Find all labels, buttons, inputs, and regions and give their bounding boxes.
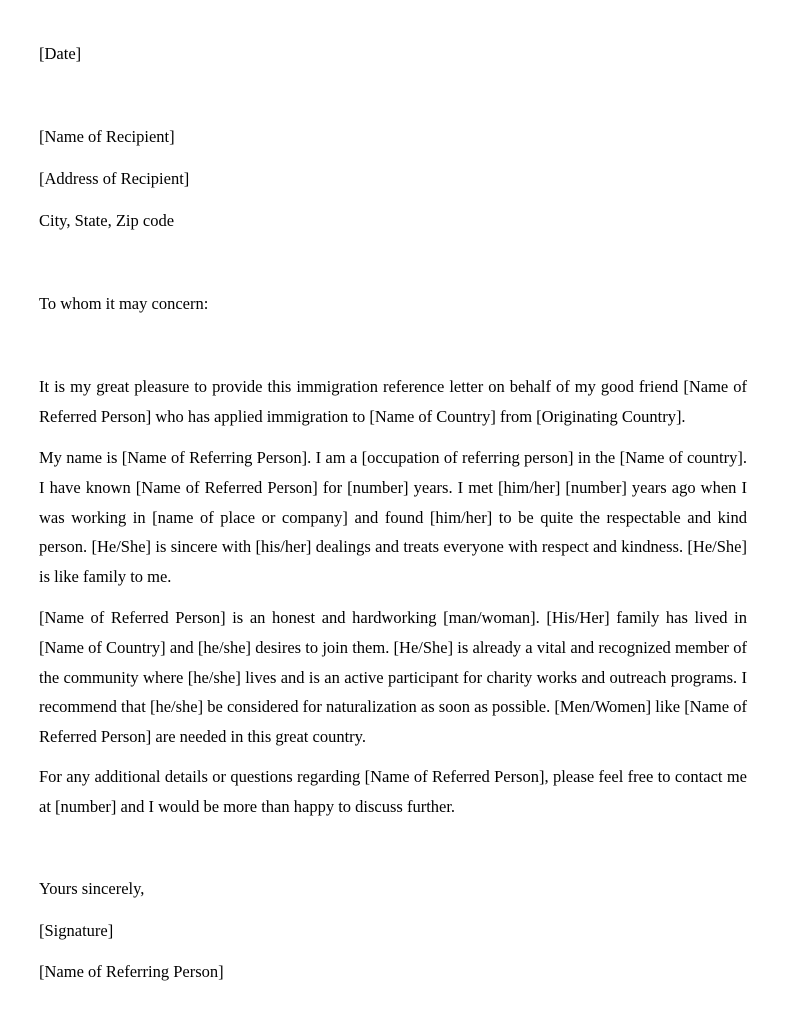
- recipient-address: [Address of Recipient]: [39, 169, 190, 188]
- date-line: [Date]: [39, 44, 82, 63]
- body-paragraph-4: For any additional details or questions regarding [Name of Referred Person], please feel free to contact me at [number] and I would be more than happy to discuss further.: [39, 767, 747, 816]
- body-paragraph-3: [Name of Referred Person] is an honest and hardworking [man/woman]. [His/Her] family has lived in [Name of Country] and [he/she] desires to join them. [He/She] is already a vital and recognized member of the community where [he/she] lives and is an active participant for charity works and outreach programs. I recommend that [he/she] be considered for naturalization as soon as possible. [Men/Women] like [Name of Referred Person] are needed in this great country.: [39, 608, 747, 747]
- body-paragraph-2: My name is [Name of Referring Person]. I am a [occupation of referring person] in the [Name of country]. I have known [Name of Referred Person] for [number] years. I met [him/her] [number] years ago when I was working in [name of place or company] and found [him/her] to be quite the respectable and kind person. [He/She] is sincere with [his/her] dealings and treats everyone with respect and kindness. [He/She] is like family to me.: [39, 448, 747, 587]
- recipient-name: [Name of Recipient]: [39, 127, 175, 146]
- valediction: Yours sincerely,: [39, 879, 145, 898]
- signature: [Signature]: [39, 921, 114, 940]
- body-paragraph-1: It is my great pleasure to provide this immigration reference letter on behalf of my good friend [Name of Referred Person] who has applied immigration to [Name of Country] from [Originating Country].: [39, 377, 747, 426]
- city-state-zip: City, State, Zip code: [39, 211, 175, 230]
- salutation: To whom it may concern:: [39, 294, 209, 313]
- sender-name: [Name of Referring Person]: [39, 962, 224, 981]
